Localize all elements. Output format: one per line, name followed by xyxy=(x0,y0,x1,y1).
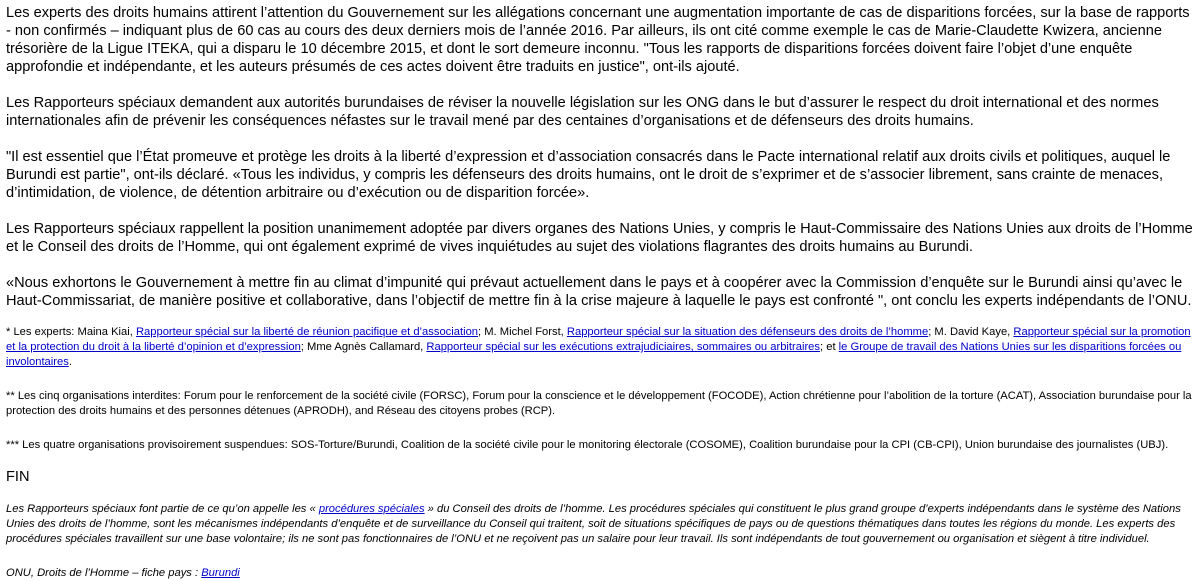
paragraph-ngo-legislation: Les Rapporteurs spéciaux demandent aux autorités burundaises de réviser la nouvelle législation sur les ONG dans le but d’assurer le respect du droit international et des normes internationales afin de prévenir les conséquences néfastes sur le travail mené par des centaines d’organisations et de défenseurs des droits humains. xyxy=(6,95,1159,129)
experts-footnote xyxy=(6,325,1194,370)
note-text: Les Rapporteurs spéciaux font partie de ce qu’on appelle les « xyxy=(6,503,319,515)
country-page-line xyxy=(6,566,1194,581)
footnote-text: ; et xyxy=(820,341,839,353)
banned-organizations-footnote: ** Les cinq organisations interdites: Forum pour le renforcement de la société civile (FORSC), Forum pour la conscience et le développement (FOCODE), Action chrétienne pour l’abolition de la torture (ACAT), Association burundaise pour la protection des droits humains et des personnes détenues (APRODH), and Réseau des citoyens probes (RCP). xyxy=(6,390,1192,417)
footnote-text: . xyxy=(68,356,72,368)
end-marker: FIN xyxy=(6,469,30,485)
link-enforced-disappearances-working-group[interactable]: le Groupe de travail des Nations Unies sur les disparitions forcées ou involontaires xyxy=(6,341,1182,368)
special-procedures-note xyxy=(6,502,1194,547)
suspended-organizations-footnote: *** Les quatre organisations provisoirement suspendues: SOS-Torture/Burundi, Coalition de la société civile pour le monitoring électorale (COSOME), Coalition burundaise pour la CPI (CB-CPI), Union burundaise des journalistes (UBJ). xyxy=(6,439,1169,451)
country-page-label: ONU, Droits de l’Homme – fiche pays : xyxy=(6,567,202,579)
link-extrajudicial-executions-rapporteur[interactable]: Rapporteur spécial sur les exécutions extrajudiciaires, sommaires ou arbitraires xyxy=(426,341,821,353)
footnote-text: * Les experts: Maina Kiai, xyxy=(6,326,136,338)
link-special-procedures[interactable]: procédures spéciales xyxy=(318,503,425,515)
paragraph-freedom-of-expression: "Il est essentiel que l’État promeuve et protège les droits à la liberté d’expression et d’association consacrés dans le Pacte international relatif aux droits civils et politiques, auquel le Burundi est partie", ont-ils déclaré. «Tous les individus, y compris les défenseurs des droits humains, ont le droit de s’exprimer et de s’associer librement, sans crainte de menaces, d’intimidation, de violence, de détention arbitraire ou d’exécution ou de disparition forcée». xyxy=(6,149,1171,201)
footnote-text: ; Mme Agnès Callamard, xyxy=(300,341,427,353)
link-freedom-of-assembly-rapporteur[interactable]: Rapporteur spécial sur la liberté de réunion pacifique et d’association xyxy=(135,326,479,338)
footnote-text: ; M. Michel Forst, xyxy=(478,326,567,338)
paragraph-impunity: «Nous exhortons le Gouvernement à mettre fin au climat d’impunité qui prévaut actuellement dans le pays et à coopérer avec la Commission d’enquête sur le Burundi ainsi qu’avec le Haut-Commissariat, de manière positive et collaborative, dans l’objectif de mettre fin à la crise majeure à laquelle le pays est confronté ", ont conclu les experts indépendants de l’ONU. xyxy=(6,275,1192,309)
paragraph-disappearances: Les experts des droits humains attirent l’attention du Gouvernement sur les allégations concernant une augmentation importante de cas de disparitions forcées, sur la base de rapports - non confirmés – indiquant plus de 60 cas au cours des deux derniers mois de l’année 2016. Par ailleurs, ils ont cité comme exemple le cas de Marie-Claudette Kwizera, ancienne trésorière de la Ligue ITEKA, qui a disparu le 10 décembre 2015, et dont le sort demeure inconnu. "Tous les rapports de disparitions forcées doivent faire l’objet d’une enquête approfondie et indépendante, et les auteurs présumés de ces actes doivent être traduits en justice", ont-ils ajouté. xyxy=(6,5,1190,75)
paragraph-un-position: Les Rapporteurs spéciaux rappellent la position unanimement adoptée par divers organes des Nations Unies, y compris le Haut-Commissaire des Nations Unies aux droits de l’Homme et le Conseil des droits de l’Homme, qui ont également exprimé de vives inquiétudes au sujet des violations flagrantes des droits humains au Burundi. xyxy=(6,221,1193,255)
link-human-rights-defenders-rapporteur[interactable]: Rapporteur spécial sur la situation des défenseurs des droits de l’homme xyxy=(566,326,929,338)
link-burundi-country-page[interactable]: Burundi xyxy=(201,567,240,579)
footnote-text: ; M. David Kaye, xyxy=(928,326,1014,338)
link-freedom-of-expression-rapporteur[interactable]: Rapporteur spécial sur la promotion et la protection du droit à la liberté d’opinion et d’expression xyxy=(6,326,1191,353)
note-text: » du Conseil des droits de l’homme. Les procédures spéciales qui constituent le plus grand groupe d’experts indépendants dans le système des Nations Unies des droits de l’homme, sont les mécanismes indépendants d’enquête et de surveillance du Conseil qui traitent, soit de situations spécifiques de pays ou de questions thématiques dans toutes les régions du monde. Les experts des procédures spéciales travaillent sur une base volontaire; ils ne sont pas fonctionnaires de l’ONU et ne reçoivent pas un salaire pour leur travail. Ils sont indépendants de tout gouvernement ou organisation et siègent à titre individuel. xyxy=(6,503,1181,545)
